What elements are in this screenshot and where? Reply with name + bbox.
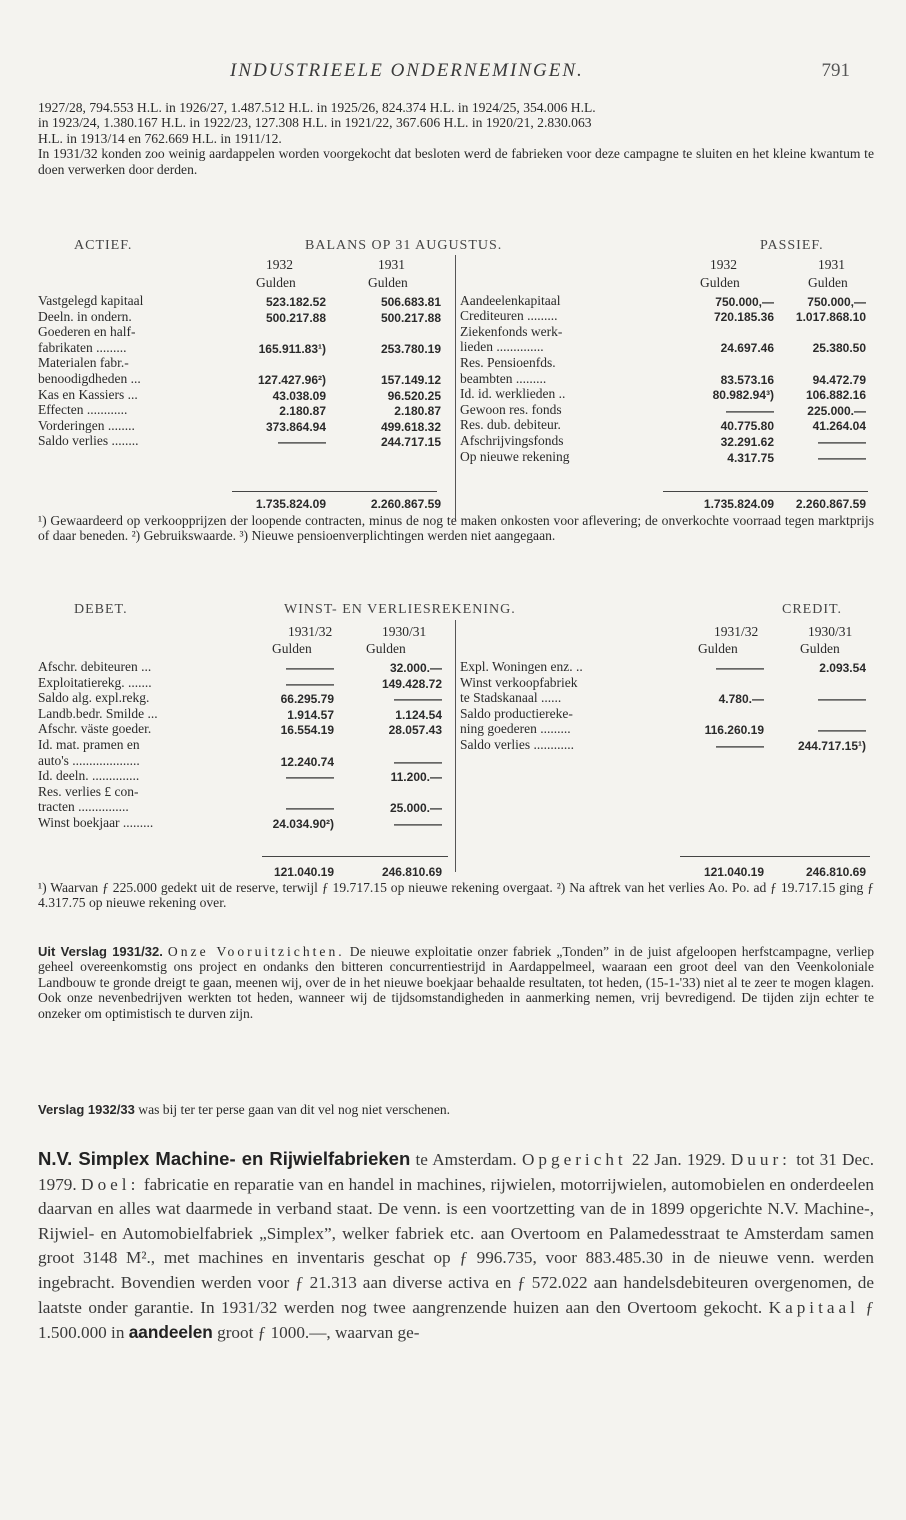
total-rule [680, 856, 870, 857]
row-value: 12.240.74 [280, 754, 334, 769]
row-value: 157.149.12 [380, 373, 441, 387]
year-header: 1932 [710, 257, 737, 272]
unit-header: Gulden [366, 641, 406, 656]
row-value: ———— [278, 435, 326, 450]
row-label: Saldo verlies ........ [38, 433, 139, 449]
row-label: Kas en Kassiers ... [38, 386, 138, 402]
row-value: 4.317.75 [727, 450, 774, 465]
row-label: Expl. Woningen enz. .. [460, 659, 583, 674]
row-value: 500.217.88 [265, 310, 326, 325]
row-label: Landb.bedr. Smilde ... [38, 705, 158, 721]
row-label: ning goederen ......... [460, 721, 571, 737]
row-value: 127.427.96²) [257, 373, 326, 387]
row-value: ———— [716, 739, 764, 753]
row-label: Exploitatierekg. ....... [38, 674, 152, 690]
row-value: 165.911.83¹) [258, 341, 326, 356]
row-label: Deeln. in ondern. [38, 308, 132, 324]
row-value: 500.217.88 [380, 310, 441, 325]
label-kapitaal: Kapitaal [768, 1297, 859, 1317]
row-label: Afschrijvingsfonds [460, 433, 564, 448]
total-value: 121.040.19 [703, 865, 764, 879]
row-label: Op nieuwe rekening [460, 448, 570, 464]
verslag-paragraph [38, 1102, 874, 1117]
row-value: 2.180.87 [279, 404, 326, 419]
row-label: Id. mat. pramen en [38, 737, 140, 752]
value-rest: groot ƒ 1000.—, waarvan ge- [217, 1323, 420, 1343]
row-value: 506.683.81 [380, 295, 441, 309]
row-value: 32.000.— [389, 661, 442, 675]
winst-footnote: ¹) Waarvan ƒ 225.000 gedekt uit de reserve, terwijl ƒ 19.717.15 op nieuwe rekening overgaat. ²) Na aftrek van het verlies Ao. Po. ad ƒ 19.717.15 ging ƒ 4.317.75 op nieuwe rekening over. [38, 880, 874, 911]
row-label: Vastgelegd kapitaal [38, 293, 144, 308]
debet-caption: DEBET. [74, 602, 128, 617]
row-label: lieden .............. [460, 339, 544, 355]
row-value: 24.697.46 [720, 341, 774, 356]
unit-header: Gulden [272, 641, 312, 656]
unit-header: Gulden [700, 275, 740, 290]
row-value: ———— [394, 817, 442, 831]
actief-caption: ACTIEF. [74, 238, 133, 253]
page-number: 791 [821, 60, 850, 81]
row-value: 116.260.19 [704, 723, 764, 738]
company-name: N.V. Simplex Machine- en Rijwielfabrieken [38, 1148, 411, 1169]
row-value: 96.520.25 [387, 388, 441, 403]
row-label: Afschr. väste goeder. [38, 721, 152, 737]
row-value: 66.295.79 [280, 692, 334, 707]
total-rule [262, 856, 448, 857]
unit-header: Gulden [698, 641, 738, 656]
row-label: te Stadskanaal ...... [460, 690, 562, 706]
row-value: 244.717.15¹) [797, 739, 866, 753]
row-value: 94.472.79 [812, 372, 866, 387]
intro-text [38, 100, 874, 177]
row-value: 2.180.87 [394, 404, 441, 419]
row-value: 720.185.36 [713, 310, 774, 325]
row-value: ———— [818, 723, 866, 738]
row-label: Saldo productiereke- [460, 705, 573, 721]
label-opgericht: Opgericht [521, 1150, 627, 1169]
row-value: 16.554.19 [280, 723, 334, 738]
row-value: ———— [726, 403, 774, 418]
row-value: ———— [286, 801, 334, 816]
row-value: 750.000,— [715, 294, 774, 309]
intro-line: in 1923/24, 1.380.167 H.L. in 1922/23, 127.308 H.L. in 1921/22, 367.606 H.L. in 1920/21, 2.830.063 [38, 115, 592, 131]
total-value: 1.735.824.09 [703, 497, 774, 511]
row-value: ———— [286, 676, 334, 691]
row-value: 4.780.— [718, 692, 764, 707]
row-value: 41.264.04 [812, 419, 866, 434]
company-location: te Amsterdam. [415, 1150, 517, 1169]
value-kapitaal: ƒ 1.500.000 in [38, 1297, 874, 1343]
row-value: 750.000,— [807, 294, 866, 309]
total-rule [232, 491, 437, 492]
row-value: 80.982.94³) [712, 388, 774, 403]
row-value: 24.034.90²) [272, 817, 334, 831]
winst-title: WINST- EN VERLIESREKENING. [284, 602, 516, 617]
row-value: 523.182.52 [265, 295, 326, 309]
row-value: ———— [394, 692, 442, 707]
row-value: 43.038.09 [272, 388, 326, 403]
row-value: ———— [818, 450, 866, 465]
row-label: Res. dub. debiteur. [460, 417, 561, 433]
row-value: 25.380.50 [812, 341, 866, 356]
unit-header: Gulden [808, 275, 848, 290]
row-value: 11.200.— [390, 770, 442, 785]
running-header: INDUSTRIEELE ONDERNEMINGEN. [230, 60, 584, 81]
row-value: 244.717.15 [380, 435, 441, 450]
row-value: ———— [716, 661, 764, 675]
unit-header: Gulden [368, 275, 408, 290]
value-duur: tot 31 Dec. 1979. [38, 1150, 875, 1194]
row-value: 106.882.16 [805, 388, 866, 403]
row-value: 1.914.57 [287, 707, 334, 722]
row-label: Id. id. werklieden .. [460, 386, 566, 402]
row-label: Crediteuren ......... [460, 308, 558, 324]
row-value: 83.573.16 [720, 372, 774, 387]
row-label: Res. Pensioenfds. [460, 355, 556, 370]
row-value: ———— [394, 754, 442, 769]
row-label: beambten ......... [460, 370, 547, 386]
row-value: ———— [286, 661, 334, 675]
row-label: Winst verkoopfabriek [460, 674, 578, 690]
row-label: Saldo verlies ............ [460, 737, 574, 752]
year-header: 1931 [378, 257, 405, 272]
row-value: 225.000.— [807, 403, 866, 418]
row-value: 40.775.80 [720, 419, 774, 434]
balance-title: BALANS OP 31 AUGUSTUS. [305, 238, 503, 253]
total-value: 2.260.867.59 [795, 497, 866, 511]
word-aandeelen: aandeelen [128, 1322, 213, 1343]
row-label: Res. verlies £ con- [38, 783, 139, 799]
total-rule [663, 491, 868, 492]
row-value: 373.864.94 [265, 419, 326, 434]
row-value: 25.000.— [389, 801, 442, 816]
verslag-text: De nieuwe exploitatie onzer fabriek „Tonden” in de juist afgeloopen herfstcampagne, verliep geheel overeenkomstig ons project en ondanks den bitteren concurrentiestrijd in Aardappelmeel, waaraan een groot deel van den Veenkoloniale Landbouw te gronde dreigt te gaan, meenen wij, over de in het nieuwe boekjaar behaalde resultaten, tot heden, (15-1-'33) niet al te zeer te mogen klagen. Ook onze nevenbedrijven werkten tot heden, wanneer wij de tijdsomstandigheden in aanmerking nemen, vrij bevredigend. De tijden zijn echter te onzeker om optimistisch te durven zijn. [38, 944, 875, 1021]
column-divider [455, 255, 456, 520]
row-value: 253.780.19 [380, 341, 441, 356]
total-value: 1.735.824.09 [255, 497, 326, 511]
label-doel: Doel: [81, 1174, 140, 1194]
row-label: Gewoon res. fonds [460, 401, 562, 417]
row-value: ———— [818, 435, 866, 449]
verslag-heading: Onze Vooruitzichten. [167, 944, 345, 959]
intro-paragraph: In 1931/32 konden zoo weinig aardappelen worden voorgekocht dat besloten werd de fabrieken voor deze campagne te sluiten en het kleine kwantum te doen verwerken door derden. [38, 146, 874, 177]
row-label: benoodigdheden ... [38, 371, 141, 386]
row-value: 28.057.43 [388, 723, 442, 738]
row-value: 1.124.54 [395, 707, 442, 722]
row-label: Winst boekjaar ......... [38, 815, 154, 830]
row-label: Saldo alg. expl.rekg. [38, 690, 150, 706]
company-history: De venn. is een voortzetting van de in 1899 opgerichte N.V. Machine-, Rijwiel- en Automobielfabriek „Simplex”, welker fabriek etc. aan Overtoom en Palamedesstraat te Amsterdam samen groot 3148 M²., met machines en inventaris geschat op ƒ 996.735, voor 883.485.30 in de nieuwe venn. werden ingebracht. Bovendien werden voor ƒ 21.313 aan diverse activa en ƒ 572.022 aan handelsdebiteuren overgenomen, de laatste onder garantie. In 1931/32 werden nog twee aangrenzende huizen aan den Overtoom gekocht. [38, 1199, 874, 1317]
row-value: 1.017.868.10 [795, 310, 866, 325]
total-value: 121.040.19 [273, 865, 334, 879]
value-doel: fabricatie en reparatie van en handel in machines, rijwielen, motorrijwielen, automobielen en onderdeelen daarvan en alles wat daarmede in verband staat. [38, 1174, 875, 1219]
row-label: Ziekenfonds werk- [460, 323, 563, 339]
row-label: auto's .................... [38, 752, 140, 768]
total-value: 246.810.69 [805, 865, 866, 879]
year-header: 1930/31 [808, 624, 853, 639]
unit-header: Gulden [800, 641, 840, 656]
row-value: 2.093.54 [819, 661, 866, 675]
row-label: Effecten ............ [38, 402, 128, 418]
row-label: Vorderingen ........ [38, 417, 135, 433]
value-opgericht: 22 Jan. 1929. [631, 1150, 726, 1169]
row-value: ———— [286, 770, 334, 785]
total-value: 2.260.867.59 [370, 497, 441, 511]
row-label: Goederen en half- [38, 324, 136, 340]
year-header: 1932 [266, 257, 293, 272]
total-value: 246.810.69 [381, 865, 442, 879]
intro-line: 1927/28, 794.553 H.L. in 1926/27, 1.487.512 H.L. in 1925/26, 824.374 H.L. in 1924/25, 354.006 H.L. [38, 100, 596, 115]
row-value: 32.291.62 [720, 435, 774, 449]
verslag-lead: Uit Verslag 1931/32. [38, 944, 163, 959]
year-header: 1930/31 [382, 624, 427, 639]
year-header: 1931/32 [714, 624, 759, 639]
intro-line: H.L. in 1913/14 en 762.669 H.L. in 1911/12. [38, 130, 282, 146]
year-header: 1931/32 [288, 624, 333, 639]
unit-header: Gulden [256, 275, 296, 290]
verslag-lead: Verslag 1932/33 [38, 1102, 135, 1117]
row-value: ———— [818, 692, 866, 707]
row-label: fabrikaten ......... [38, 339, 127, 355]
label-duur: Duur: [730, 1150, 791, 1169]
passief-caption: PASSIEF. [760, 238, 824, 253]
row-label: Materialen fabr.- [38, 355, 129, 371]
company-entry [38, 1147, 874, 1346]
row-label: Afschr. debiteuren ... [38, 659, 152, 674]
year-header: 1931 [818, 257, 845, 272]
row-label: Aandeelenkapitaal [460, 292, 561, 308]
row-value: 149.428.72 [381, 676, 442, 691]
credit-caption: CREDIT. [782, 602, 843, 617]
row-value: 499.618.32 [380, 419, 441, 434]
balance-footnote: ¹) Gewaardeerd op verkoopprijzen der loopende contracten, minus de nog te maken onkosten voor aflevering; de onverkochte voorraad tegen marktprijs of daar beneden. ²) Gebruikswaarde. ³) Nieuwe pensioenverplichtingen werden niet aangegaan. [38, 513, 874, 544]
verslag-text: was bij ter ter perse gaan van dit vel nog niet verschenen. [138, 1102, 451, 1117]
row-label: Id. deeln. .............. [38, 768, 140, 784]
row-label: tracten ............... [38, 799, 129, 815]
verslag-paragraph [38, 944, 874, 1021]
column-divider [455, 620, 456, 872]
